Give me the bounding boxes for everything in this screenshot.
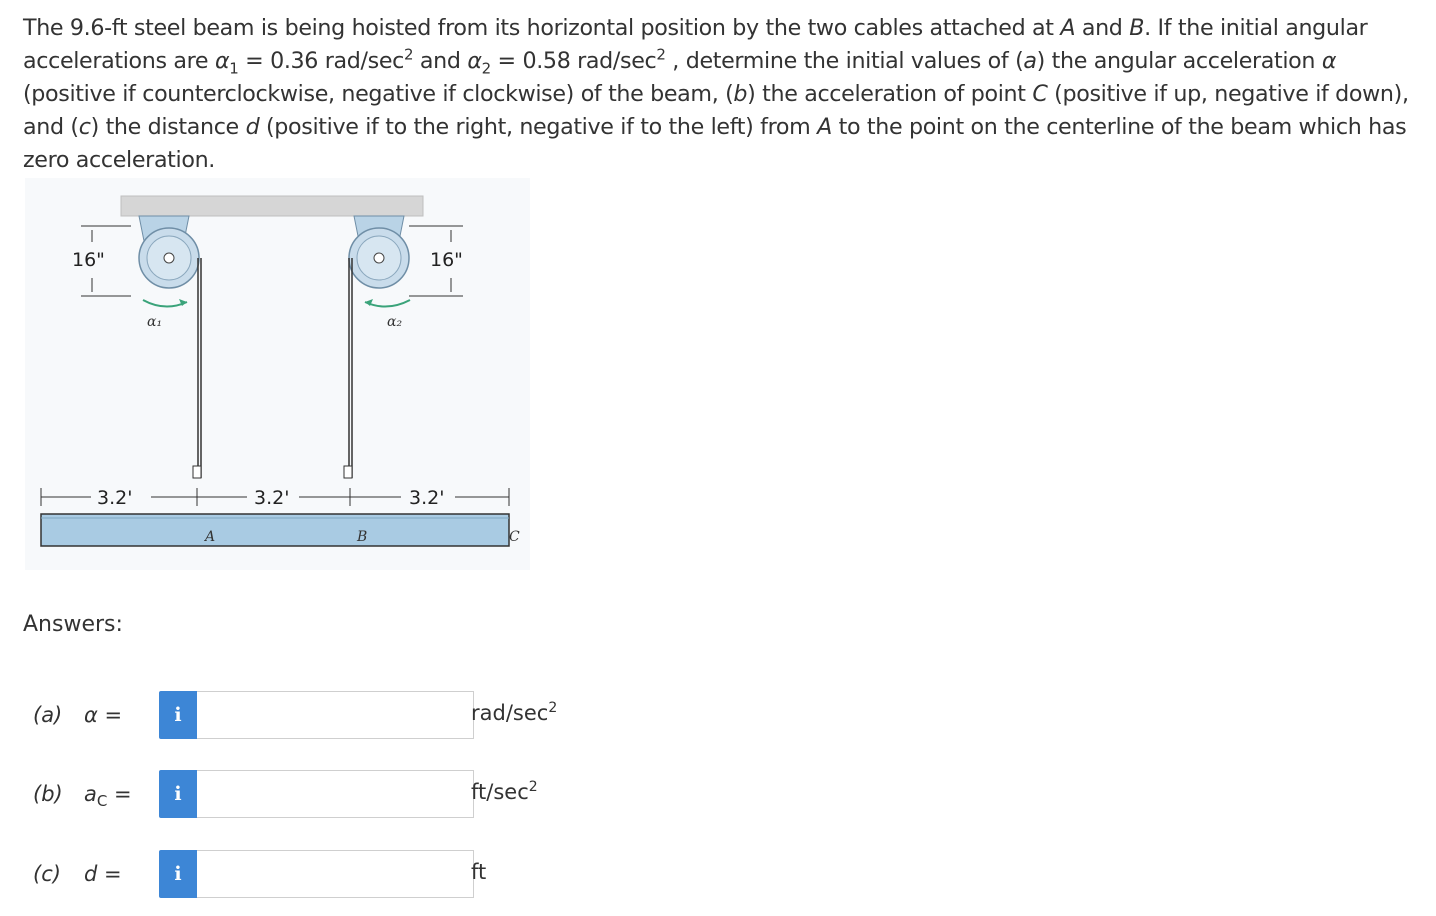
answer-input-b[interactable] bbox=[197, 770, 474, 818]
info-icon[interactable]: i bbox=[159, 770, 197, 818]
answer-row-c bbox=[0, 850, 700, 900]
right-radius-label: 16" bbox=[430, 249, 463, 271]
point-b-label: B bbox=[357, 529, 368, 545]
part-label: (b) bbox=[33, 782, 63, 806]
answer-input-c[interactable] bbox=[197, 850, 474, 898]
variable-label: α = bbox=[84, 703, 123, 727]
info-icon[interactable]: i bbox=[159, 691, 197, 739]
clamp-a bbox=[193, 466, 201, 478]
span3-label: 3.2' bbox=[409, 487, 445, 509]
ceiling bbox=[121, 196, 423, 216]
alpha1-label: α₁ bbox=[147, 314, 163, 330]
unit-label: $ft/\sec^2$ bbox=[471, 779, 538, 804]
problem-statement: The 9.6-ft steel beam is being hoisted from its horizontal position by the two cables attached at A and B. If the initial angular accelerations are $\alpha_1 = 0.36$ rad/$\sec^2$ and $\alpha_2 = 0.58$ rad/$\sec^2$ , determine the initial values of (a) the angular acceleration α (positive if counterclockwise, negative if clockwise) of the beam, (b) the acceleration of point C (positive if up, negative if down), and (c) the distance d (positive if to the right, negative if to the left) from A to the point on the centerline of the beam which has zero acceleration. bbox=[23, 15, 1409, 173]
answer-row-b bbox=[0, 770, 700, 820]
span2-label: 3.2' bbox=[254, 487, 290, 509]
unit-label: ft bbox=[471, 860, 487, 884]
right-pulley bbox=[349, 216, 409, 288]
alpha2-label: α₂ bbox=[387, 314, 403, 330]
point-a-label: A bbox=[205, 529, 216, 545]
answer-row-a bbox=[0, 691, 700, 741]
answer-input-a[interactable] bbox=[197, 691, 474, 739]
variable-label: d = bbox=[84, 862, 122, 886]
steel-beam bbox=[41, 514, 509, 546]
part-label: (a) bbox=[33, 703, 63, 727]
unit-label: rad/$\sec^2$ bbox=[471, 700, 558, 725]
span1-label: 3.2' bbox=[97, 487, 133, 509]
answers-heading: Answers: bbox=[23, 612, 123, 637]
clamp-b bbox=[344, 466, 352, 478]
beam-diagram bbox=[25, 178, 530, 570]
point-c-label: C bbox=[509, 529, 520, 545]
beam-hoist-figure bbox=[25, 178, 530, 570]
variable-label: $a_C$ = bbox=[84, 782, 132, 811]
left-radius-label: 16" bbox=[72, 249, 105, 271]
info-icon[interactable]: i bbox=[159, 850, 197, 898]
figure-background bbox=[25, 178, 530, 570]
part-label: (c) bbox=[33, 862, 61, 886]
